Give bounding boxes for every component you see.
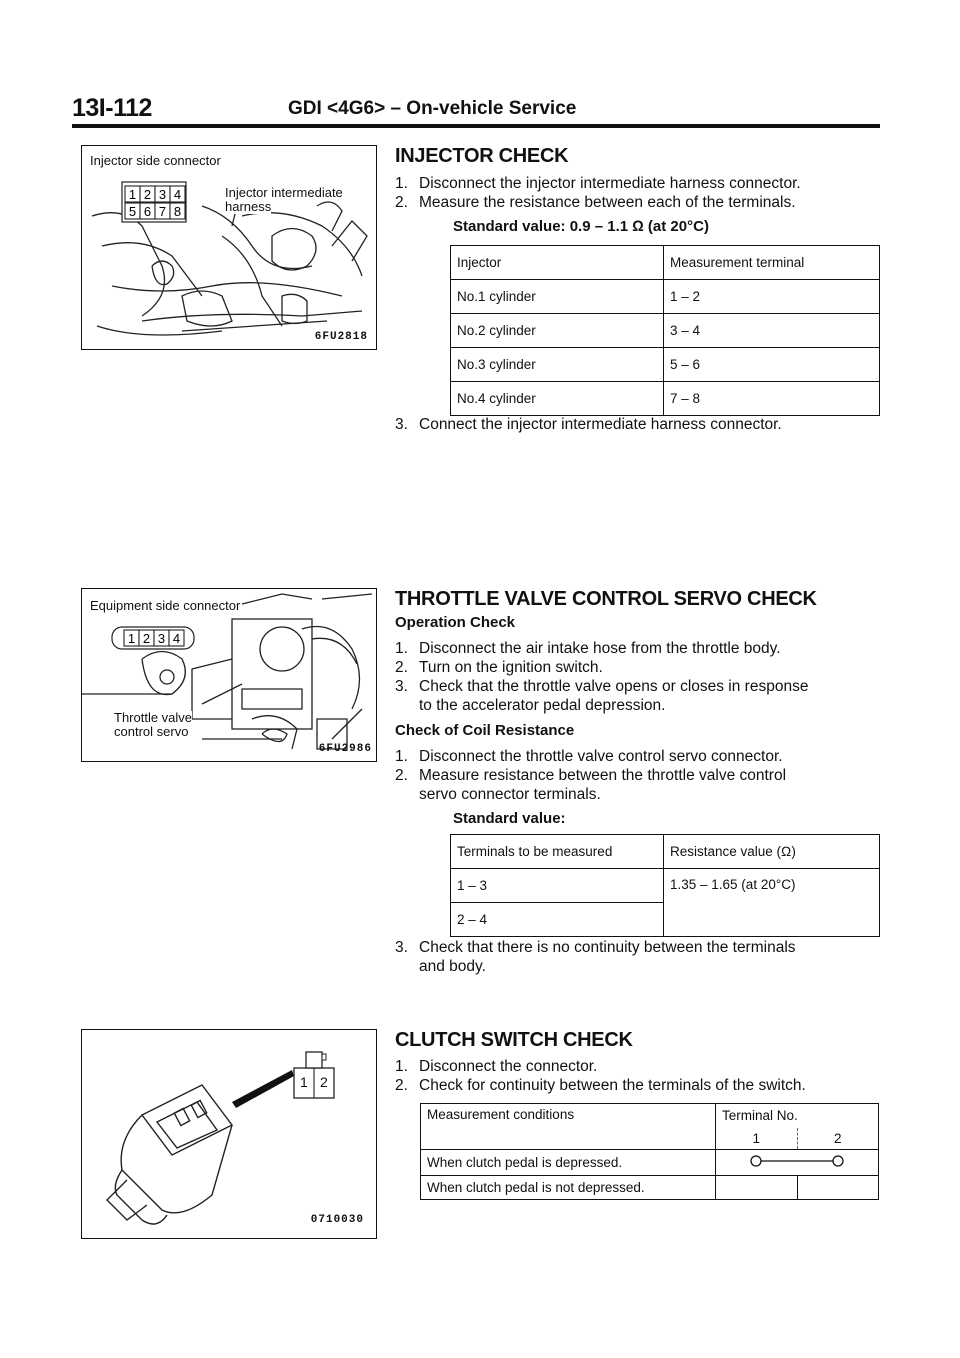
table-row xyxy=(421,1150,879,1176)
figure-code-6fu2986: 6FU2986 xyxy=(318,743,372,755)
coil-step-1: 1. Disconnect the throttle valve control servo connector. xyxy=(395,748,783,765)
injector-pin-1: 1 xyxy=(128,187,137,202)
injector-step-2: 2. Measure the resistance between each of the terminals. xyxy=(395,194,796,211)
figure-clutch-switch xyxy=(81,1029,377,1239)
table-cell: 2 – 4 xyxy=(451,903,664,937)
label-injector-harness-2: harness xyxy=(225,199,272,214)
label-equipment-side-connector: Equipment side connector xyxy=(90,598,241,613)
table-row xyxy=(451,869,880,903)
injector-connector-pins xyxy=(125,186,185,219)
table-cell: No.3 cylinder xyxy=(451,348,664,382)
coil-resistance-table xyxy=(450,834,880,937)
injector-step-3: 3. Connect the injector intermediate harness connector. xyxy=(395,416,782,433)
continuity-cell xyxy=(716,1150,879,1176)
operation-step-1: 1. Disconnect the air intake hose from the throttle body. xyxy=(395,640,781,657)
table-header-cell: Measurement terminal xyxy=(664,246,880,280)
table-cell: 5 – 6 xyxy=(664,348,880,382)
throttle-pin-4: 4 xyxy=(172,631,181,646)
figure-code-6fu2818: 6FU2818 xyxy=(314,331,368,343)
throttle-connector-pins xyxy=(124,630,184,646)
clutch-continuity-table xyxy=(420,1103,879,1200)
label-injector-harness-1: Injector intermediate xyxy=(225,185,343,200)
step-number: 1. xyxy=(395,640,408,657)
step-number: 2. xyxy=(395,659,408,676)
section-title-clutch-check: CLUTCH SWITCH CHECK xyxy=(395,1029,633,1051)
table-cell: 1 – 2 xyxy=(664,280,880,314)
coil-step-2-cont: servo connector terminals. xyxy=(419,786,601,803)
step-number: 1. xyxy=(395,748,408,765)
clutch-step-1: 1. Disconnect the connector. xyxy=(395,1058,598,1075)
table-row xyxy=(451,280,880,314)
table-row xyxy=(421,1176,879,1200)
table-header-row xyxy=(451,246,880,280)
throttle-pin-2: 2 xyxy=(142,631,151,646)
table-header-cell: Injector xyxy=(451,246,664,280)
injector-pin-7: 7 xyxy=(158,204,167,219)
table-cell: 1 – 3 xyxy=(451,869,664,903)
clutch-switch-illustration xyxy=(82,1030,376,1238)
injector-engine-illustration xyxy=(82,146,376,349)
clutch-step-2: 2. Check for continuity between the terminals of the switch. xyxy=(395,1077,806,1094)
injector-pin-2: 2 xyxy=(143,187,152,202)
coil-step-2: 2. Measure resistance between the throttle valve control xyxy=(395,767,787,784)
table-cell: When clutch pedal is depressed. xyxy=(421,1150,716,1176)
table-header-cell: Terminals to be measured xyxy=(451,835,664,869)
injector-pin-4: 4 xyxy=(173,187,182,202)
figure-injector-connector xyxy=(81,145,377,350)
table-cell: No.4 cylinder xyxy=(451,382,664,416)
injector-pin-3: 3 xyxy=(158,187,167,202)
section-title-injector-check: INJECTOR CHECK xyxy=(395,145,569,167)
throttle-pin-1: 1 xyxy=(127,631,136,646)
throttle-standard-value: Standard value: xyxy=(453,810,566,827)
step-number: 2. xyxy=(395,1077,408,1094)
continuity-terminal-1 xyxy=(751,1156,761,1166)
header-rule xyxy=(72,124,880,128)
table-cell: 3 – 4 xyxy=(664,314,880,348)
table-cell: No.1 cylinder xyxy=(451,280,664,314)
label-throttle-servo-1: Throttle valve xyxy=(114,710,193,725)
figure-code-0710030: 0710030 xyxy=(310,1214,364,1226)
table-cell: 7 – 8 xyxy=(664,382,880,416)
injector-pin-6: 6 xyxy=(143,204,152,219)
terminal-number: 2 xyxy=(797,1128,879,1150)
throttle-step-3: 3. Check that there is no continuity between the terminals xyxy=(395,939,796,956)
operation-step-3-cont: to the accelerator pedal depression. xyxy=(419,697,666,714)
continuity-cell xyxy=(797,1176,879,1200)
table-cell: When clutch pedal is not depressed. xyxy=(421,1176,716,1200)
table-header-cell: Resistance value (Ω) xyxy=(664,835,880,869)
table-cell: 1.35 – 1.65 (at 20°C) xyxy=(664,869,880,937)
step-number: 2. xyxy=(395,194,408,211)
table-row xyxy=(451,382,880,416)
continuity-cell xyxy=(716,1176,798,1200)
label-throttle-servo-2: control servo xyxy=(114,724,189,739)
table-row xyxy=(451,348,880,382)
table-header-cell: Terminal No. xyxy=(716,1104,879,1128)
injector-terminal-table xyxy=(450,245,880,416)
table-row xyxy=(451,314,880,348)
operation-check-title: Operation Check xyxy=(395,614,516,631)
figure-throttle-servo xyxy=(81,588,377,762)
page-number: 13I-112 xyxy=(72,94,152,122)
continuity-terminal-2 xyxy=(833,1156,843,1166)
operation-step-3: 3. Check that the throttle valve opens or closes in response xyxy=(395,678,809,695)
page-title: GDI <4G6> – On-vehicle Service xyxy=(288,98,577,119)
continuity-symbol xyxy=(716,1150,878,1172)
label-injector-side-connector: Injector side connector xyxy=(90,153,221,168)
section-title-throttle-check: THROTTLE VALVE CONTROL SERVO CHECK xyxy=(395,588,817,610)
terminal-number: 1 xyxy=(716,1128,798,1150)
step-number: 1. xyxy=(395,175,408,192)
step-number: 2. xyxy=(395,767,408,784)
table-cell: No.2 cylinder xyxy=(451,314,664,348)
injector-standard-value: Standard value: 0.9 – 1.1 Ω (at 20°C) xyxy=(453,218,709,235)
table-header-row xyxy=(421,1104,879,1128)
throttle-pin-3: 3 xyxy=(157,631,166,646)
clutch-pin-2: 2 xyxy=(320,1074,328,1090)
operation-step-2: 2. Turn on the ignition switch. xyxy=(395,659,603,676)
table-header-cell: Measurement conditions xyxy=(421,1104,716,1150)
clutch-pin-1: 1 xyxy=(300,1074,308,1090)
step-number: 3. xyxy=(395,678,408,695)
injector-pin-8: 8 xyxy=(173,204,182,219)
step-number: 1. xyxy=(395,1058,408,1075)
throttle-step-3-cont: and body. xyxy=(419,958,486,975)
coil-resistance-title: Check of Coil Resistance xyxy=(395,722,575,739)
step-number: 3. xyxy=(395,939,408,956)
injector-step-1: 1. Disconnect the injector intermediate harness connector. xyxy=(395,175,801,192)
table-header-row xyxy=(451,835,880,869)
step-number: 3. xyxy=(395,416,408,433)
injector-pin-5: 5 xyxy=(128,204,137,219)
